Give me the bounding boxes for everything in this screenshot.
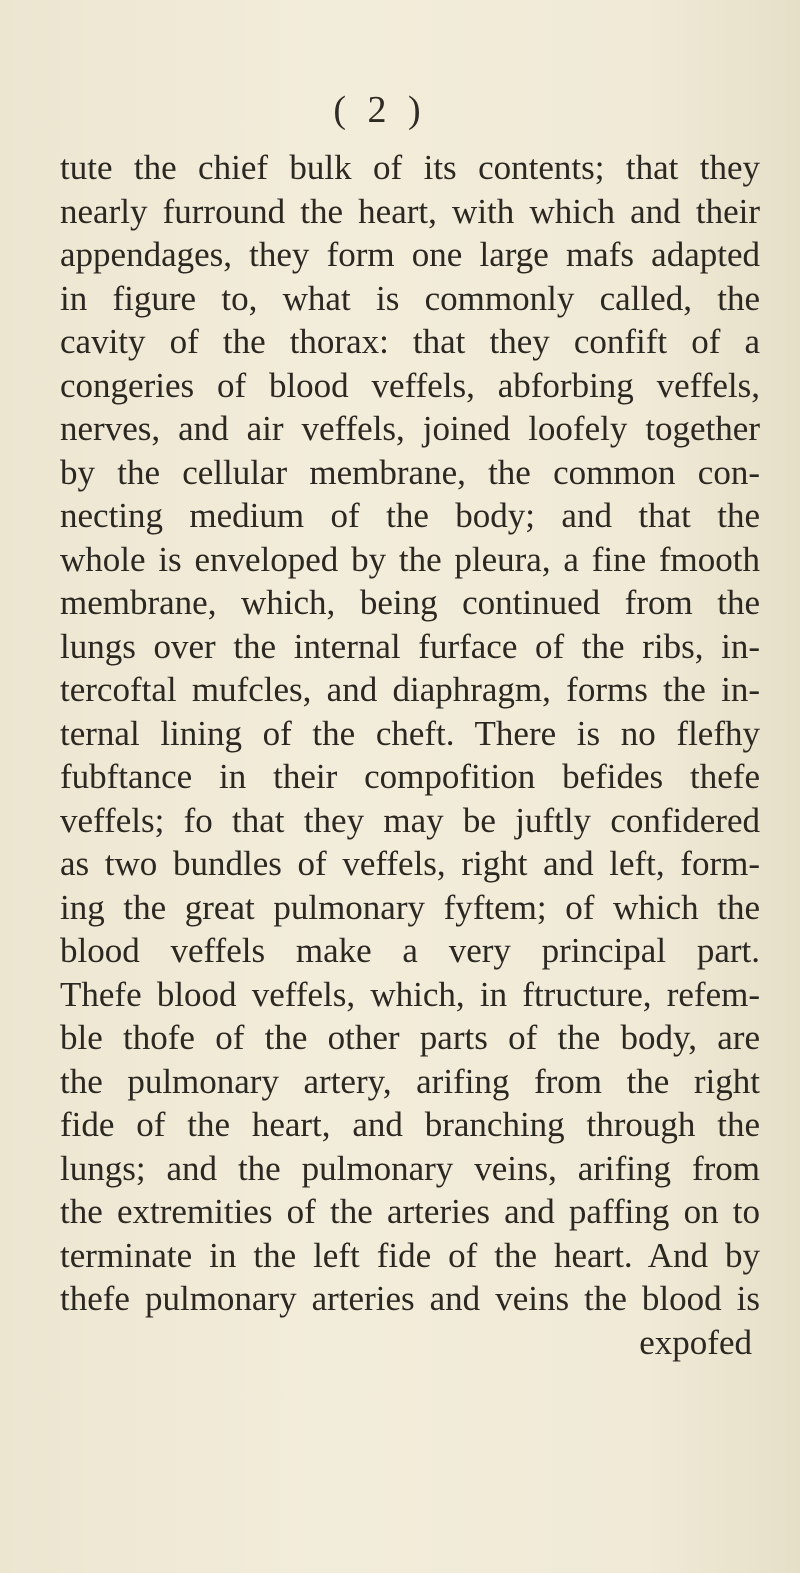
text-line: cavity of the thorax: that they confift of a (60, 322, 760, 361)
text-line: fubftance in their compofition befides thefe (60, 757, 760, 796)
text-line: tute the chief bulk of its contents; that they (60, 148, 760, 187)
text-line: lungs; and the pulmonary veins, arifing from (60, 1148, 760, 1188)
text-line: ble thofe of the other parts of the body, are (60, 1018, 760, 1057)
text-line: congeries of blood veffels, abforbing veffels, (60, 365, 760, 405)
text-line: membrane, which, being continued from the (60, 583, 760, 622)
text-line: ternal lining of the cheft. There is no flefhy (60, 713, 760, 753)
body-text (60, 146, 760, 1364)
text-line: veffels; fo that they may be juftly confidered (60, 800, 760, 840)
text-line: blood veffels make a very principal part. (60, 931, 760, 970)
text-line: whole is enveloped by the pleura, a fine fmooth (60, 539, 760, 579)
text-line: thefe pulmonary arteries and veins the blood is (60, 1279, 760, 1318)
text-line: necting medium of the body; and that the (60, 496, 760, 535)
text-line: tercoftal mufcles, and diaphragm, forms the in- (60, 670, 760, 709)
text-line: by the cellular membrane, the common con- (60, 452, 760, 492)
text-line: nerves, and air veffels, joined loofely together (60, 409, 760, 448)
text-line: appendages, they form one large mafs adapted (60, 235, 760, 274)
text-line: Thefe blood veffels, which, in ftructure, refem- (60, 974, 760, 1014)
page-number: ( 2 ) (333, 89, 427, 131)
text-line: the extremities of the arteries and paffing on to (60, 1192, 760, 1231)
text-line: fide of the heart, and branching through the (60, 1105, 760, 1144)
text-line: lungs over the internal furface of the ribs, in- (60, 626, 760, 666)
text-line: in figure to, what is commonly called, the (60, 278, 760, 318)
catchword: expofed (639, 1322, 752, 1362)
text-line: ing the great pulmonary fyftem; of which the (60, 887, 760, 927)
text-line: nearly furround the heart, with which and their (60, 191, 760, 231)
text-line: as two bundles of veffels, right and left, form- (60, 844, 760, 883)
text-line: the pulmonary artery, arifing from the right (60, 1061, 760, 1101)
text-line: terminate in the left fide of the heart. And by (60, 1235, 760, 1275)
